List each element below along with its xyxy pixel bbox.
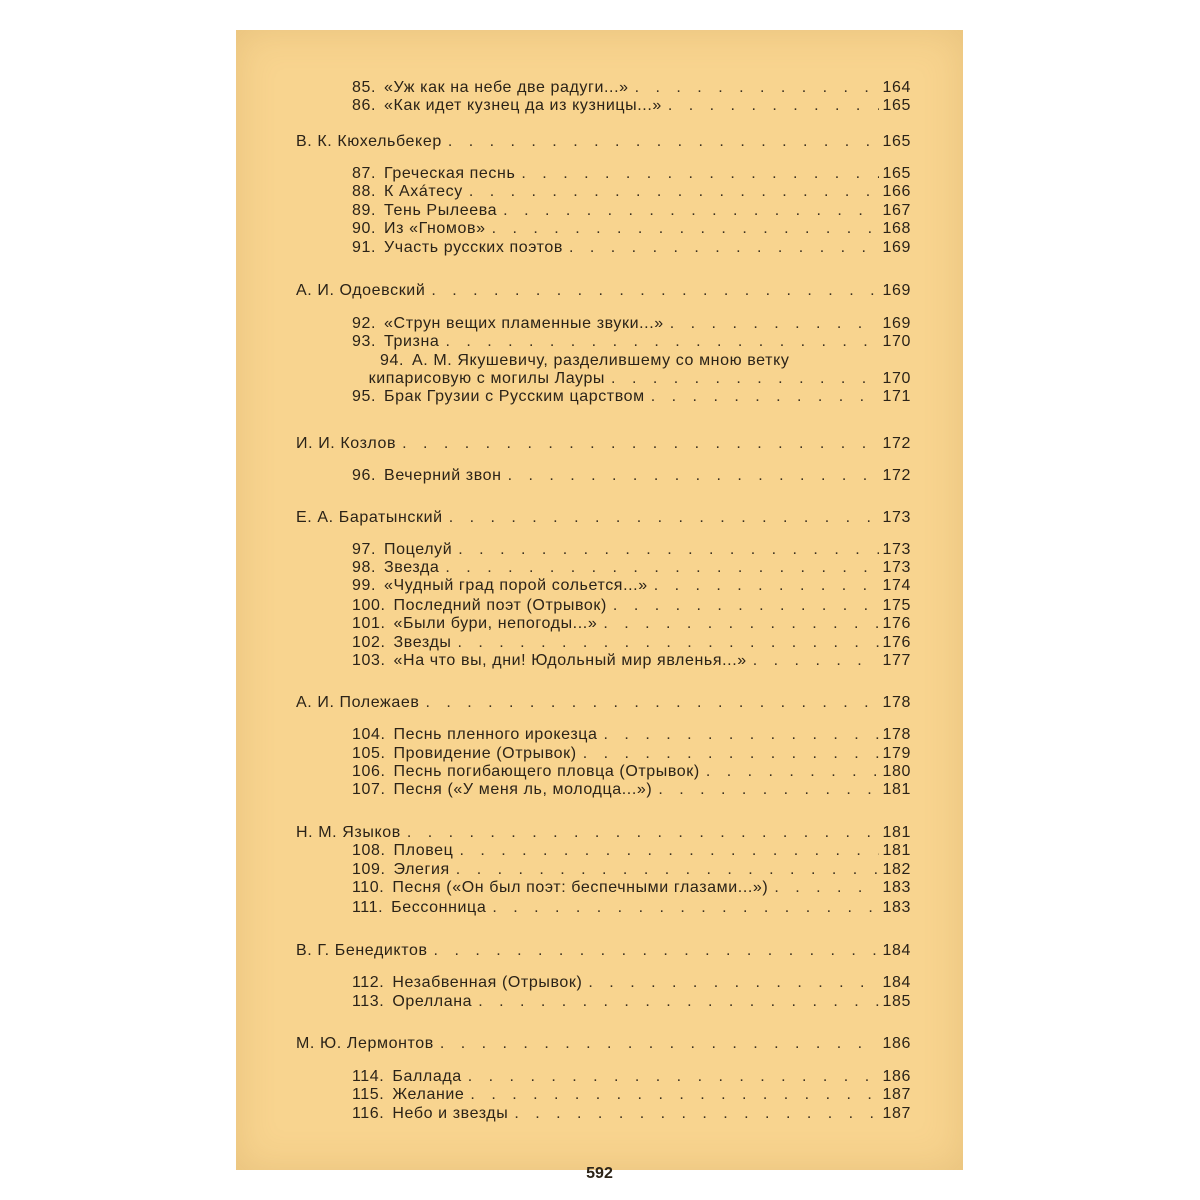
toc-poem-entry (352, 182, 911, 202)
toc-poem-entry (352, 238, 911, 258)
leader-dots (448, 132, 879, 152)
poem-title: Звезды (393, 634, 452, 651)
entry-number: 88. (352, 183, 377, 200)
toc-poem-entry (352, 992, 911, 1012)
page-ref: 165 (882, 97, 911, 114)
poem-title: Тень Рылеева (384, 202, 498, 219)
page-ref: 175 (882, 597, 911, 614)
poem-title: Баллада (392, 1068, 462, 1085)
page-ref: 181 (882, 781, 911, 798)
entry-number: 91. (352, 239, 377, 256)
entry-number: 116. (352, 1105, 385, 1122)
toc-poem-entry (352, 314, 911, 334)
page-ref: 187 (882, 1086, 911, 1103)
leader-dots (658, 780, 878, 800)
toc-poem-entry (352, 596, 911, 616)
poem-title: Песня («У меня ль, молодца...») (393, 781, 653, 798)
leader-dots (425, 693, 878, 713)
leader-dots (458, 540, 878, 560)
page-number: 592 (586, 1165, 613, 1182)
leader-dots (670, 314, 879, 334)
poem-title: Последний поэт (Отрывок) (393, 597, 607, 614)
entry-number: 95. (352, 388, 377, 405)
leader-dots (706, 762, 879, 782)
toc-poem-entry (352, 332, 911, 352)
page-ref: 183 (882, 879, 911, 896)
page-ref: 166 (882, 183, 911, 200)
page-ref: 172 (882, 435, 911, 452)
poem-title: Пловец (393, 842, 454, 859)
leader-dots (469, 182, 879, 202)
page-ref: 173 (882, 559, 911, 576)
leader-dots (458, 633, 879, 653)
leader-dots (431, 281, 878, 301)
leader-dots (635, 78, 879, 98)
leader-dots (456, 860, 879, 880)
leader-dots (440, 1034, 879, 1054)
page-ref: 173 (882, 509, 911, 526)
entry-number: 105. (352, 745, 386, 762)
page-ref: 185 (882, 993, 911, 1010)
toc-poem-entry (352, 369, 911, 389)
toc-poem-entry (352, 576, 911, 596)
poem-title: Небо и звезды (392, 1105, 509, 1122)
poem-title: Ореллана (392, 993, 473, 1010)
page-ref: 183 (882, 899, 911, 916)
leader-dots (668, 96, 879, 116)
entry-number: 94. (379, 352, 404, 369)
page-ref: 165 (882, 133, 911, 150)
entry-number: 89. (352, 202, 377, 219)
poem-title: Участь русских поэтов (384, 239, 563, 256)
author-name: Е. А. Баратынский (296, 509, 443, 526)
toc-poem-entry (352, 540, 911, 560)
toc-author-entry (296, 281, 911, 301)
page-ref: 177 (882, 652, 911, 669)
page-ref: 171 (882, 388, 911, 405)
poem-title: Тризна (384, 333, 440, 350)
page-ref: 170 (882, 370, 911, 387)
page-ref: 169 (882, 315, 911, 332)
toc-poem-entry (352, 651, 911, 671)
toc-poem-entry (352, 878, 911, 898)
toc-poem-entry (352, 387, 911, 407)
toc-poem-entry (352, 219, 911, 239)
poem-title: К Ахáтесу (384, 183, 463, 200)
page-ref: 187 (882, 1105, 911, 1122)
poem-title: Элегия (393, 861, 450, 878)
leader-dots (654, 576, 879, 596)
toc-author-entry (296, 508, 911, 528)
leader-dots (449, 508, 879, 528)
poem-title: Вечерний звон (384, 467, 502, 484)
entry-number: 108. (352, 842, 386, 859)
leader-dots (521, 164, 878, 184)
author-name: В. Г. Бенедиктов (296, 942, 428, 959)
leader-dots (569, 238, 879, 258)
author-name: М. Ю. Лермонтов (296, 1035, 434, 1052)
toc-author-entry (296, 823, 911, 843)
page-ref: 167 (882, 202, 911, 219)
poem-title: Из «Гномов» (384, 220, 486, 237)
page-ref: 176 (882, 615, 911, 632)
entry-number: 114. (352, 1068, 385, 1085)
toc-poem-entry (352, 614, 911, 634)
poem-title: «Как идет кузнец да из кузницы...» (384, 97, 662, 114)
page-ref: 173 (882, 541, 911, 558)
toc-poem-entry (352, 780, 911, 800)
entry-number: 90. (352, 220, 377, 237)
poem-title: Песнь пленного ирокезца (393, 726, 598, 743)
poem-title: «Были бури, непогоды...» (393, 615, 598, 632)
page-ref: 182 (882, 861, 911, 878)
leader-dots (492, 219, 879, 239)
entry-number: 104. (352, 726, 386, 743)
leader-dots (651, 387, 879, 407)
author-name: В. К. Кюхельбекер (296, 133, 442, 150)
entry-number: 107. (352, 781, 386, 798)
toc-poem-entry (352, 201, 911, 221)
leader-dots (503, 201, 878, 221)
leader-dots (753, 651, 879, 671)
page-ref: 184 (882, 974, 911, 991)
page-ref: 186 (882, 1068, 911, 1085)
poem-title: «Струн вещих пламенные звуки...» (384, 315, 664, 332)
toc-author-entry (296, 434, 911, 454)
toc-author-entry (296, 693, 911, 713)
leader-dots (611, 369, 878, 389)
leader-dots (445, 332, 878, 352)
toc-author-entry (296, 941, 911, 961)
poem-title: «На что вы, дни! Юдольный мир явленья...» (393, 652, 747, 669)
leader-dots (508, 466, 879, 486)
entry-number: 87. (352, 165, 377, 182)
toc-poem-entry (352, 860, 911, 880)
entry-number: 86. (352, 97, 377, 114)
author-name: А. И. Полежаев (296, 694, 420, 711)
leader-dots (603, 614, 878, 634)
entry-number: 106. (352, 763, 386, 780)
page-ref: 174 (882, 577, 911, 594)
entry-number: 109. (352, 861, 386, 878)
page-ref: 179 (882, 745, 911, 762)
table-of-contents (236, 30, 963, 1170)
leader-dots (514, 1104, 878, 1124)
page-ref: 178 (882, 726, 911, 743)
leader-dots (588, 973, 878, 993)
leader-dots (468, 1067, 879, 1087)
page-ref: 172 (882, 467, 911, 484)
toc-poem-entry (352, 762, 911, 782)
leader-dots (402, 434, 878, 454)
leader-dots (478, 992, 878, 1012)
poem-title: Бессонница (391, 899, 487, 916)
leader-dots (613, 596, 879, 616)
leader-dots (774, 878, 878, 898)
page-ref: 170 (882, 333, 911, 350)
poem-title: Провидение (Отрывок) (393, 745, 577, 762)
entry-number: 97. (352, 541, 377, 558)
toc-poem-entry (352, 1067, 911, 1087)
toc-poem-entry (352, 898, 911, 918)
page-ref: 181 (882, 824, 911, 841)
poem-title: Песня («Он был поэт: беспечными глазами...») (392, 879, 769, 896)
leader-dots (492, 898, 878, 918)
entry-number: 98. (352, 559, 377, 576)
toc-poem-entry (352, 1085, 911, 1105)
entry-number: 101. (352, 615, 386, 632)
poem-title: Греческая песнь (384, 165, 516, 182)
leader-dots (434, 941, 879, 961)
leader-dots (470, 1085, 878, 1105)
leader-dots (604, 725, 879, 745)
toc-poem-entry (352, 96, 911, 116)
toc-poem-entry (352, 558, 911, 578)
toc-poem-entry (352, 841, 911, 861)
author-name: А. И. Одоевский (296, 282, 426, 299)
entry-number: 113. (352, 993, 385, 1010)
leader-dots (407, 823, 879, 843)
page-ref: 168 (882, 220, 911, 237)
entry-number: 110. (352, 879, 385, 896)
entry-number: 100. (352, 597, 386, 614)
entry-number: 102. (352, 634, 386, 651)
page-ref: 184 (882, 942, 911, 959)
poem-title: Желание (392, 1086, 465, 1103)
toc-poem-entry (352, 744, 911, 764)
book-page (236, 30, 963, 1182)
poem-title: А. М. Якушевичу, разделившему со мною ветку (412, 352, 790, 369)
page-ref: 165 (882, 165, 911, 182)
leader-dots (583, 744, 879, 764)
poem-title: кипарисовую с могилы Лауры (368, 370, 606, 387)
poem-title: Незабвенная (Отрывок) (392, 974, 583, 991)
toc-author-entry (296, 132, 911, 152)
toc-poem-entry (352, 633, 911, 653)
entry-number: 103. (352, 652, 386, 669)
entry-number: 92. (352, 315, 377, 332)
poem-title: «Чудный град порой сольется...» (384, 577, 648, 594)
poem-title: Брак Грузии с Русским царством (384, 388, 645, 405)
poem-title: Поцелуй (384, 541, 453, 558)
page-ref: 169 (882, 282, 911, 299)
page-ref: 186 (882, 1035, 911, 1052)
entry-number: 99. (352, 577, 377, 594)
author-name: И. И. Козлов (296, 435, 397, 452)
toc-poem-entry (352, 973, 911, 993)
leader-dots (459, 841, 878, 861)
poem-title: Звезда (384, 559, 440, 576)
entry-number: 96. (352, 467, 377, 484)
poem-title: Песнь погибающего пловца (Отрывок) (393, 763, 700, 780)
page-ref: 164 (882, 79, 911, 96)
leader-dots (445, 558, 878, 578)
toc-poem-entry (352, 466, 911, 486)
entry-number: 115. (352, 1086, 385, 1103)
toc-poem-entry (352, 725, 911, 745)
entry-number: 93. (352, 333, 377, 350)
entry-number: 111. (352, 899, 384, 916)
poem-title: «Уж как на небе две радуги...» (384, 79, 629, 96)
entry-number: 112. (352, 974, 385, 991)
author-name: Н. М. Языков (296, 824, 401, 841)
page-ref: 169 (882, 239, 911, 256)
page-ref: 178 (882, 694, 911, 711)
toc-author-entry (296, 1034, 911, 1054)
page-ref: 181 (882, 842, 911, 859)
entry-number: 85. (352, 79, 377, 96)
toc-poem-entry (352, 1104, 911, 1124)
toc-poem-entry (352, 78, 911, 98)
page-ref: 180 (882, 763, 911, 780)
page-ref: 176 (882, 634, 911, 651)
toc-poem-entry (352, 351, 911, 371)
toc-poem-entry (352, 164, 911, 184)
